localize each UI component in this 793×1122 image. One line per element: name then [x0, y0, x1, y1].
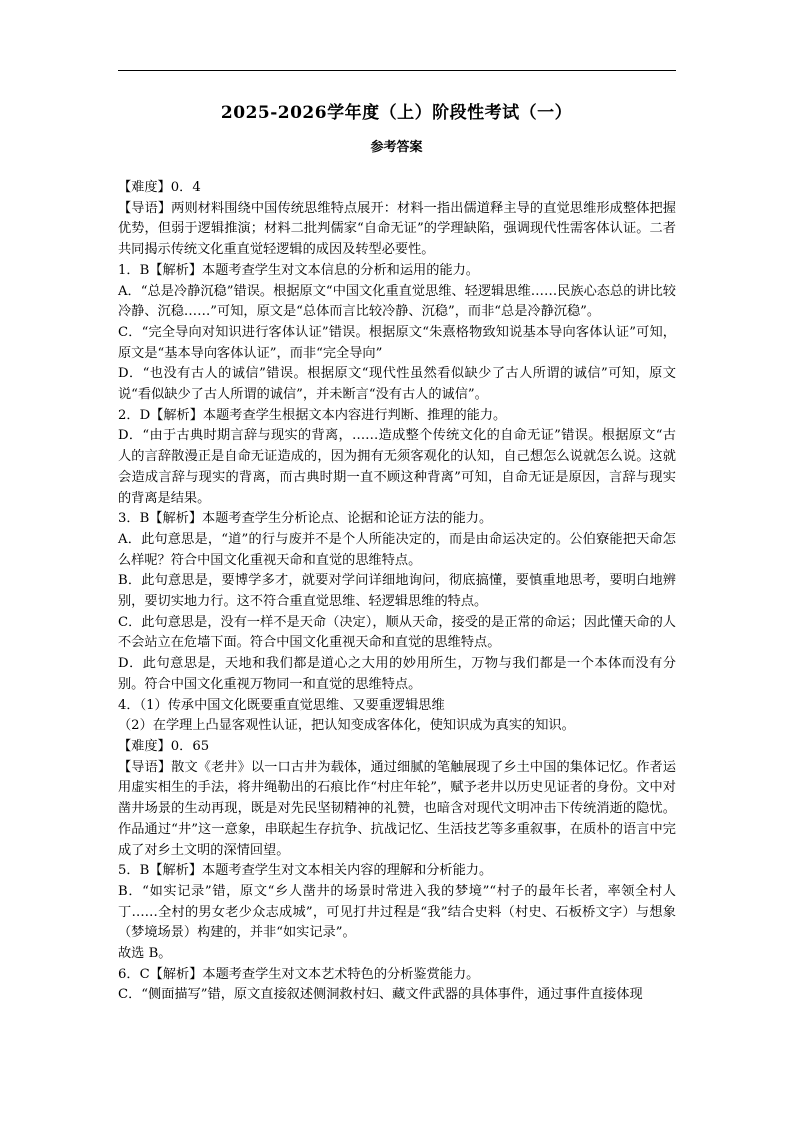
- paragraph: A．此句意思是，“道”的行与废并不是个人所能决定的，而是由命运决定的。公伯寮能把天命怎么样呢？符合中国文化重视天命和直觉的思维特点。: [118, 531, 676, 568]
- paragraph: 6．C【解析】本题考查学生对文本艺术特色的分析鉴赏能力。: [118, 966, 480, 982]
- paragraph: 【难度】0．4: [118, 180, 201, 195]
- paragraph: 4．（1）传承中国文化既要重直觉思维、又要重逻辑思维: [118, 697, 445, 713]
- page-subtitle: 参考答案: [370, 140, 423, 155]
- paragraph: B．“如实记录”错，原文“乡人凿井的场景时常进入我的梦境”“村子的最年长者，率领全村人丁……全村的男女老少众志成城”，可见打井过程是“我”结合史料（村史、石板桥文字）与想象（梦境场景）构建的，并非“如实记录”。: [118, 883, 676, 941]
- paragraph: D．“由于古典时期言辞与现实的背离，……造成整个传统文化的自命无证”错误。根据原文“古人的言辞散漫正是自命无证造成的，因为拥有无须客观化的认知，自己想怎么说就怎么说。这就会造成言辞与现实的背离，而古典时期一直不顾这种背离”可知，自命无证是原因，言辞与现实的背离是结果。: [118, 428, 676, 506]
- answer-body: [118, 178, 676, 1006]
- paragraph: D．此句意思是，天地和我们都是道心之大用的妙用所生，万物与我们都是一个本体而没有分别。符合中国文化重视万物同一和直觉的思维特点。: [118, 656, 676, 692]
- paragraph: 【难度】0．65: [118, 738, 210, 754]
- paragraph: 2．D【解析】本题考查学生根据文本内容进行判断、推理的能力。: [118, 407, 507, 423]
- paragraph: 【导语】两则材料围绕中国传统思维特点展开：材料一指出儒道释主导的直觉思维形成整体把握优势，但弱于逻辑推演；材料二批判儒家“自命无证”的学理缺陷，强调现代性需客体认证。二者共同揭示传统文化重直觉轻逻辑的成因及转型必要性。: [118, 200, 676, 258]
- paragraph: 故选 B。: [118, 946, 172, 962]
- paragraph: 1．B【解析】本题考查学生对文本信息的分析和运用的能力。: [118, 262, 479, 278]
- paragraph: 【导语】散文《老井》以一口古井为载体，通过细腻的笔触展现了乡土中国的集体记忆。作者运用虚实相生的手法，将井绳勒出的石痕比作“村庄年轮”，赋予老井以历史见证者的身份。文中对凿井场景的生动再现，既是对先民坚韧精神的礼赞，也暗含对现代文明冲击下传统消逝的隐忧。作品通过“井”这一意象，串联起生存抗争、抗战记忆、生活技艺等多重叙事，在质朴的语言中完成了对乡土文明的深情回望。: [118, 759, 676, 858]
- paragraph: C．“侧面描写”错，原文直接叙述侧洞救村妇、藏文件武器的具体事件，通过事件直接体现: [118, 987, 643, 1003]
- page-title: 2025-2026学年度（上）阶段性考试（一）: [220, 103, 573, 123]
- paragraph: A．“总是冷静沉稳”错误。根据原文“中国文化重直觉思维、轻逻辑思维……民族心态总的讲比较冷静、沉稳……”可知，原文是“总体而言比较冷静、沉稳”，而非“总是冷静沉稳”。: [118, 283, 676, 320]
- paragraph: 5．B【解析】本题考查学生对文本相关内容的理解和分析能力。: [118, 863, 493, 879]
- paragraph: D．“也没有古人的诚信”错误。根据原文“现代性虽然看似缺少了古人所谓的诚信”可知，原文说“看似缺少了古人所谓的诚信”，并未断言“没有古人的诚信”。: [118, 366, 676, 403]
- paragraph: C．“完全导向对知识进行客体认证”错误。根据原文“朱熹格物致知说基本导向客体认证”可知，原文是“基本导向客体认证”，而非“完全导向”: [118, 324, 676, 361]
- paragraph: C．此句意思是，没有一样不是天命（决定），顺从天命，接受的是正常的命运；因此懂天命的人不会站立在危墙下面。符合中国文化重视天命和直觉的思维特点。: [118, 614, 676, 651]
- paragraph: 3．B【解析】本题考查学生分析论点、论据和论证方法的能力。: [118, 511, 493, 527]
- paragraph: B．此句意思是，要博学多才，就要对学问详细地询问，彻底搞懂，要慎重地思考，要明白地辨别，要切实地力行。这不符合重直觉思维、轻逻辑思维的特点。: [118, 573, 676, 610]
- header-rule: [118, 70, 676, 71]
- paragraph: （2）在学理上凸显客观性认证，把认知变成客体化，使知识成为真实的知识。: [118, 718, 575, 734]
